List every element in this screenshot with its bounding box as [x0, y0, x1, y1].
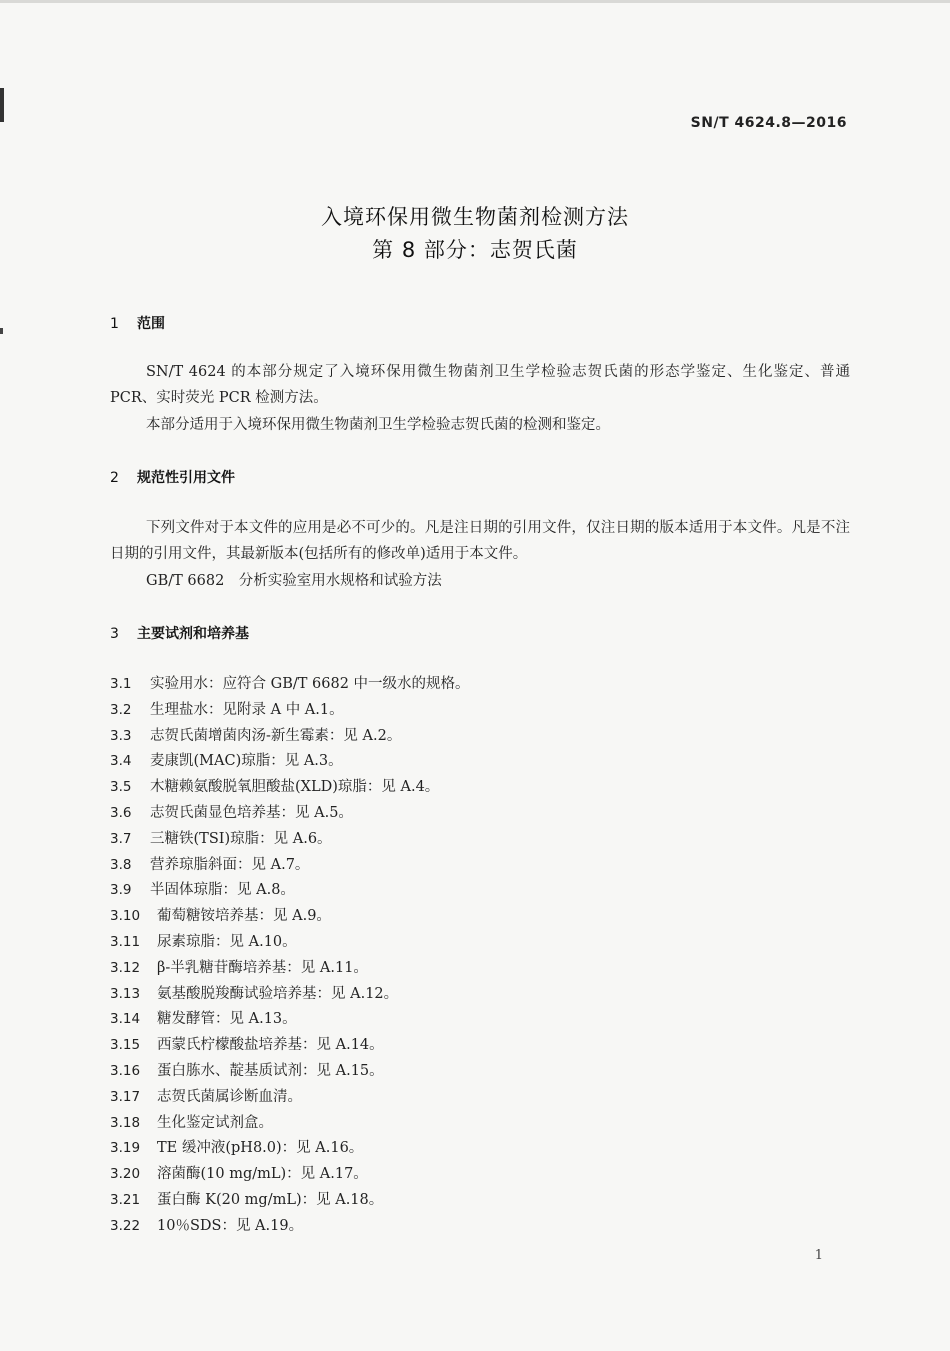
item-number: 3.7 [110, 830, 132, 847]
list-item [110, 775, 850, 801]
section-number: 3 [110, 626, 119, 642]
item-number: 3.5 [110, 779, 132, 796]
scan-mark [0, 328, 3, 334]
item-text: 营养琼脂斜面：见 A.7。 [150, 856, 310, 873]
item-text: 志贺氏菌显色培养基：见 A.5。 [150, 804, 353, 821]
list-item [110, 982, 850, 1008]
item-text: 氨基酸脱羧酶试验培养基：见 A.12。 [157, 985, 399, 1002]
list-item [110, 1007, 850, 1033]
list-item [110, 1059, 850, 1085]
item-text: 实验用水：应符合 GB/T 6682 中一级水的规格。 [150, 676, 470, 692]
list-item [110, 672, 850, 698]
item-text: 西蒙氏柠檬酸盐培养基：见 A.14。 [157, 1037, 384, 1054]
item-number: 3.13 [110, 985, 141, 1002]
list-item [110, 1085, 850, 1111]
page-number: 1 [814, 1248, 823, 1263]
item-text: 蛋白胨水、靛基质试剂：见 A.15。 [157, 1062, 384, 1079]
list-item [110, 698, 850, 724]
item-number: 3.16 [110, 1062, 141, 1079]
item-text: 志贺氏菌增菌肉汤-新生霉素：见 A.2。 [150, 727, 402, 744]
list-item [110, 724, 850, 750]
reference-entry: GB/T 6682 分析实验室用水规格和试验方法 [146, 573, 442, 589]
section-heading-2 [110, 467, 235, 487]
list-item [110, 827, 850, 853]
list-item [110, 930, 850, 956]
item-text: 溶菌酶(10 mg/mL)：见 A.17。 [157, 1166, 368, 1183]
section-heading-1 [110, 313, 165, 333]
item-number: 3.22 [110, 1217, 141, 1234]
document-title: 入境环保用微生物菌剂检测方法 [321, 205, 629, 229]
section-number: 2 [110, 470, 119, 486]
item-number: 3.18 [110, 1114, 141, 1131]
item-number: 3.14 [110, 1011, 141, 1028]
list-item [110, 904, 850, 930]
paragraph: 本部分适用于入境环保用微生物菌剂卫生学检验志贺氏菌的检测和鉴定。 [146, 417, 610, 433]
standard-code: SN/T 4624.8—2016 [690, 115, 847, 131]
item-text: 半固体琼脂：见 A.8。 [150, 882, 295, 899]
list-item [110, 1214, 850, 1240]
list-item [110, 1111, 850, 1137]
item-text: 10％SDS：见 A.19。 [157, 1217, 304, 1234]
item-number: 3.21 [110, 1191, 141, 1208]
scan-edge [0, 0, 950, 3]
item-text: 糖发酵管：见 A.13。 [157, 1011, 297, 1028]
item-text: 志贺氏菌属诊断血清。 [157, 1088, 302, 1105]
list-item [110, 1033, 850, 1059]
item-number: 3.8 [110, 856, 132, 873]
list-item [110, 801, 850, 827]
list-item [110, 1136, 850, 1162]
item-text: 三糖铁(TSI)琼脂：见 A.6。 [150, 830, 332, 847]
item-text: β-半乳糖苷酶培养基：见 A.11。 [157, 959, 368, 976]
item-number: 3.6 [110, 804, 132, 821]
list-item [110, 956, 850, 982]
section-title: 主要试剂和培养基 [137, 626, 249, 642]
item-number: 3.11 [110, 933, 141, 950]
item-text: 尿素琼脂：见 A.10。 [157, 933, 297, 950]
item-number: 3.10 [110, 908, 141, 925]
item-number: 3.3 [110, 727, 132, 744]
item-text: 葡萄糖铵培养基：见 A.9。 [157, 908, 331, 925]
section-number: 1 [110, 316, 119, 332]
item-number: 3.4 [110, 753, 132, 770]
list-item [110, 1162, 850, 1188]
section-title: 规范性引用文件 [137, 470, 235, 486]
paragraph: SN/T 4624 的本部分规定了入境环保用微生物菌剂卫生学检验志贺氏菌的形态学鉴定、生化鉴定、普通 PCR、实时荧光 PCR 检测方法。 [110, 364, 850, 406]
reagent-list [110, 672, 850, 1240]
item-text: TE 缓冲液(pH8.0)：见 A.16。 [157, 1140, 364, 1157]
item-number: 3.15 [110, 1037, 141, 1054]
list-item [110, 1188, 850, 1214]
item-number: 3.20 [110, 1166, 141, 1183]
list-item [110, 878, 850, 904]
item-text: 木糖赖氨酸脱氧胆酸盐(XLD)琼脂：见 A.4。 [150, 779, 440, 796]
scan-mark [0, 88, 4, 122]
item-text: 生理盐水：见附录 A 中 A.1。 [150, 701, 344, 718]
section-heading-3 [110, 623, 249, 643]
item-text: 麦康凯(MAC)琼脂：见 A.3。 [150, 753, 343, 770]
item-number: 3.17 [110, 1088, 141, 1105]
item-text: 蛋白酶 K(20 mg/mL)：见 A.18。 [157, 1191, 384, 1208]
document-subtitle: 第 8 部分：志贺氏菌 [372, 238, 578, 262]
item-number: 3.19 [110, 1140, 141, 1157]
item-number: 3.2 [110, 701, 132, 718]
item-number: 3.1 [110, 676, 132, 692]
list-item [110, 853, 850, 879]
item-number: 3.9 [110, 882, 132, 899]
item-number: 3.12 [110, 959, 141, 976]
section-title: 范围 [137, 316, 165, 332]
paragraph: 下列文件对于本文件的应用是必不可少的。凡是注日期的引用文件，仅注日期的版本适用于本文件。凡是不注日期的引用文件，其最新版本(包括所有的修改单)适用于本文件。 [110, 520, 850, 562]
item-text: 生化鉴定试剂盒。 [157, 1114, 273, 1131]
list-item [110, 749, 850, 775]
